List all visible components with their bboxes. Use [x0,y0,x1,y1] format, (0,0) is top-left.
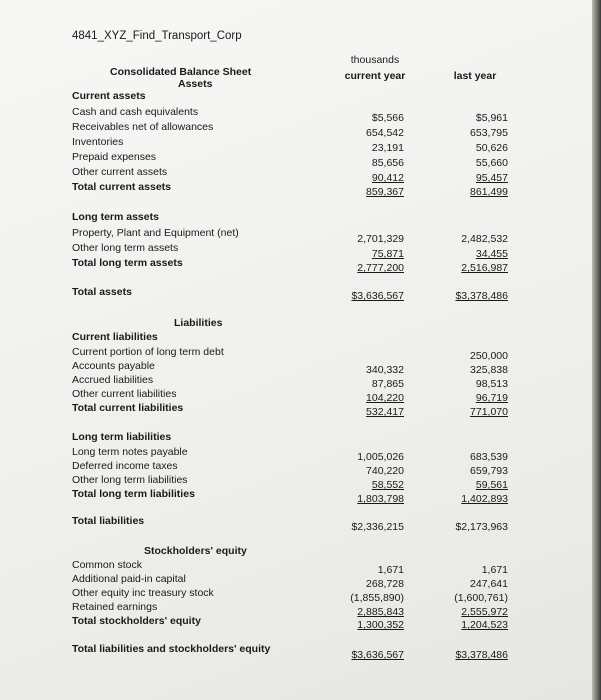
value-last: 34,455 [475,248,508,260]
value-current: 85,656 [371,157,404,169]
value-current: (1,855,890) [350,592,404,604]
total-row-label: Total assets [72,286,132,298]
value-current: 654,542 [366,127,404,139]
row-label: Other equity inc treasury stock [72,587,214,599]
value-last: 96,719 [475,392,508,404]
total-last: 861,499 [470,186,508,198]
row-label: Other long term assets [72,242,179,254]
row-label: Other long term liabilities [72,474,188,486]
value-last: $5,961 [475,112,508,124]
units-label: thousands [350,54,400,66]
total-last: 2,516,987 [461,262,508,274]
value-current: 340,332 [366,364,404,376]
total-current: 859,367 [366,186,404,198]
value-last: 95,457 [475,172,508,184]
total-row-label: Total long term assets [72,257,183,269]
total-current: 1,300,352 [357,619,404,631]
value-current: 104,220 [366,392,404,404]
value-last: 325,838 [470,364,508,376]
total-last: $2,173,963 [455,521,508,533]
row-label: Inventories [72,136,124,148]
total-row-label: Total current assets [72,181,172,193]
row-label: Accounts payable [72,360,155,372]
value-current: 58,552 [371,479,404,491]
total-current: 1,803,798 [357,493,404,505]
long-term-liabilities-heading: Long term liabilities [72,431,172,443]
value-current: 90,412 [371,172,404,184]
total-last: $3,378,486 [455,290,508,302]
total-last: 1,204,523 [461,619,508,631]
grand-total-current: $3,636,567 [351,649,404,661]
value-last: 683,539 [470,451,508,463]
row-label: Other current liabilities [72,388,177,400]
document-title: 4841_XYZ_Find_Transport_Corp [72,30,242,42]
row-label: Long term notes payable [72,446,188,458]
row-label: Additional paid-in capital [72,573,186,585]
grand-total-last: $3,378,486 [455,649,508,661]
col-last-header: last year [453,70,497,82]
value-last: 1,671 [481,564,508,576]
total-last: 771,070 [470,406,508,418]
row-label: Retained earnings [72,601,158,613]
binder-edge [592,0,601,700]
assets-heading: Assets [178,78,213,90]
value-current: 1,005,026 [357,451,404,463]
statement-title: Consolidated Balance Sheet [110,66,252,78]
current-liabilities-heading: Current liabilities [72,331,158,343]
equity-heading: Stockholders' equity [144,545,247,557]
value-last: 98,513 [475,378,508,390]
total-row-label: Total long term liabilities [72,488,195,500]
row-label: Accrued liabilities [72,374,154,386]
value-current: 1,671 [377,564,404,576]
value-last: 247,641 [470,578,508,590]
total-current: 532,417 [366,406,404,418]
value-current: 23,191 [371,142,404,154]
long-term-assets-heading: Long term assets [72,211,159,223]
value-current: 740,220 [366,465,404,477]
value-last: 50,626 [475,142,508,154]
total-current: 2,777,200 [357,262,404,274]
total-row-label: Total liabilities [72,515,145,527]
value-last: 2,482,532 [461,233,508,245]
total-last: 1,402,893 [461,493,508,505]
value-current: 268,728 [366,578,404,590]
value-last: 250,000 [470,350,508,362]
value-current: 2,701,329 [357,233,404,245]
total-row-label: Total current liabilities [72,402,184,414]
grand-total-label: Total liabilities and stockholders' equity [72,643,271,655]
total-current: $2,336,215 [351,521,404,533]
row-label: Current portion of long term debt [72,346,224,358]
row-label: Deferred income taxes [72,460,178,472]
row-label: Other current assets [72,166,168,178]
value-current: 87,865 [371,378,404,390]
row-label: Cash and cash equivalents [72,106,199,118]
value-last: 55,660 [475,157,508,169]
value-current: 75,871 [371,248,404,260]
value-last: 653,795 [470,127,508,139]
value-current: $5,566 [371,112,404,124]
col-current-header: current year [344,70,406,82]
row-label: Prepaid expenses [72,151,157,163]
total-row-label: Total stockholders' equity [72,615,201,627]
value-current: 2,885,843 [357,606,404,618]
row-label: Common stock [72,559,143,571]
current-assets-heading: Current assets [72,90,146,102]
row-label: Property, Plant and Equipment (net) [72,227,239,239]
value-last: 659,793 [470,465,508,477]
value-last: 59,561 [475,479,508,491]
total-current: $3,636,567 [351,290,404,302]
row-label: Receivables net of allowances [72,121,214,133]
liabilities-heading: Liabilities [174,317,223,329]
value-last: 2,555,972 [461,606,508,618]
value-last: (1,600,761) [454,592,508,604]
